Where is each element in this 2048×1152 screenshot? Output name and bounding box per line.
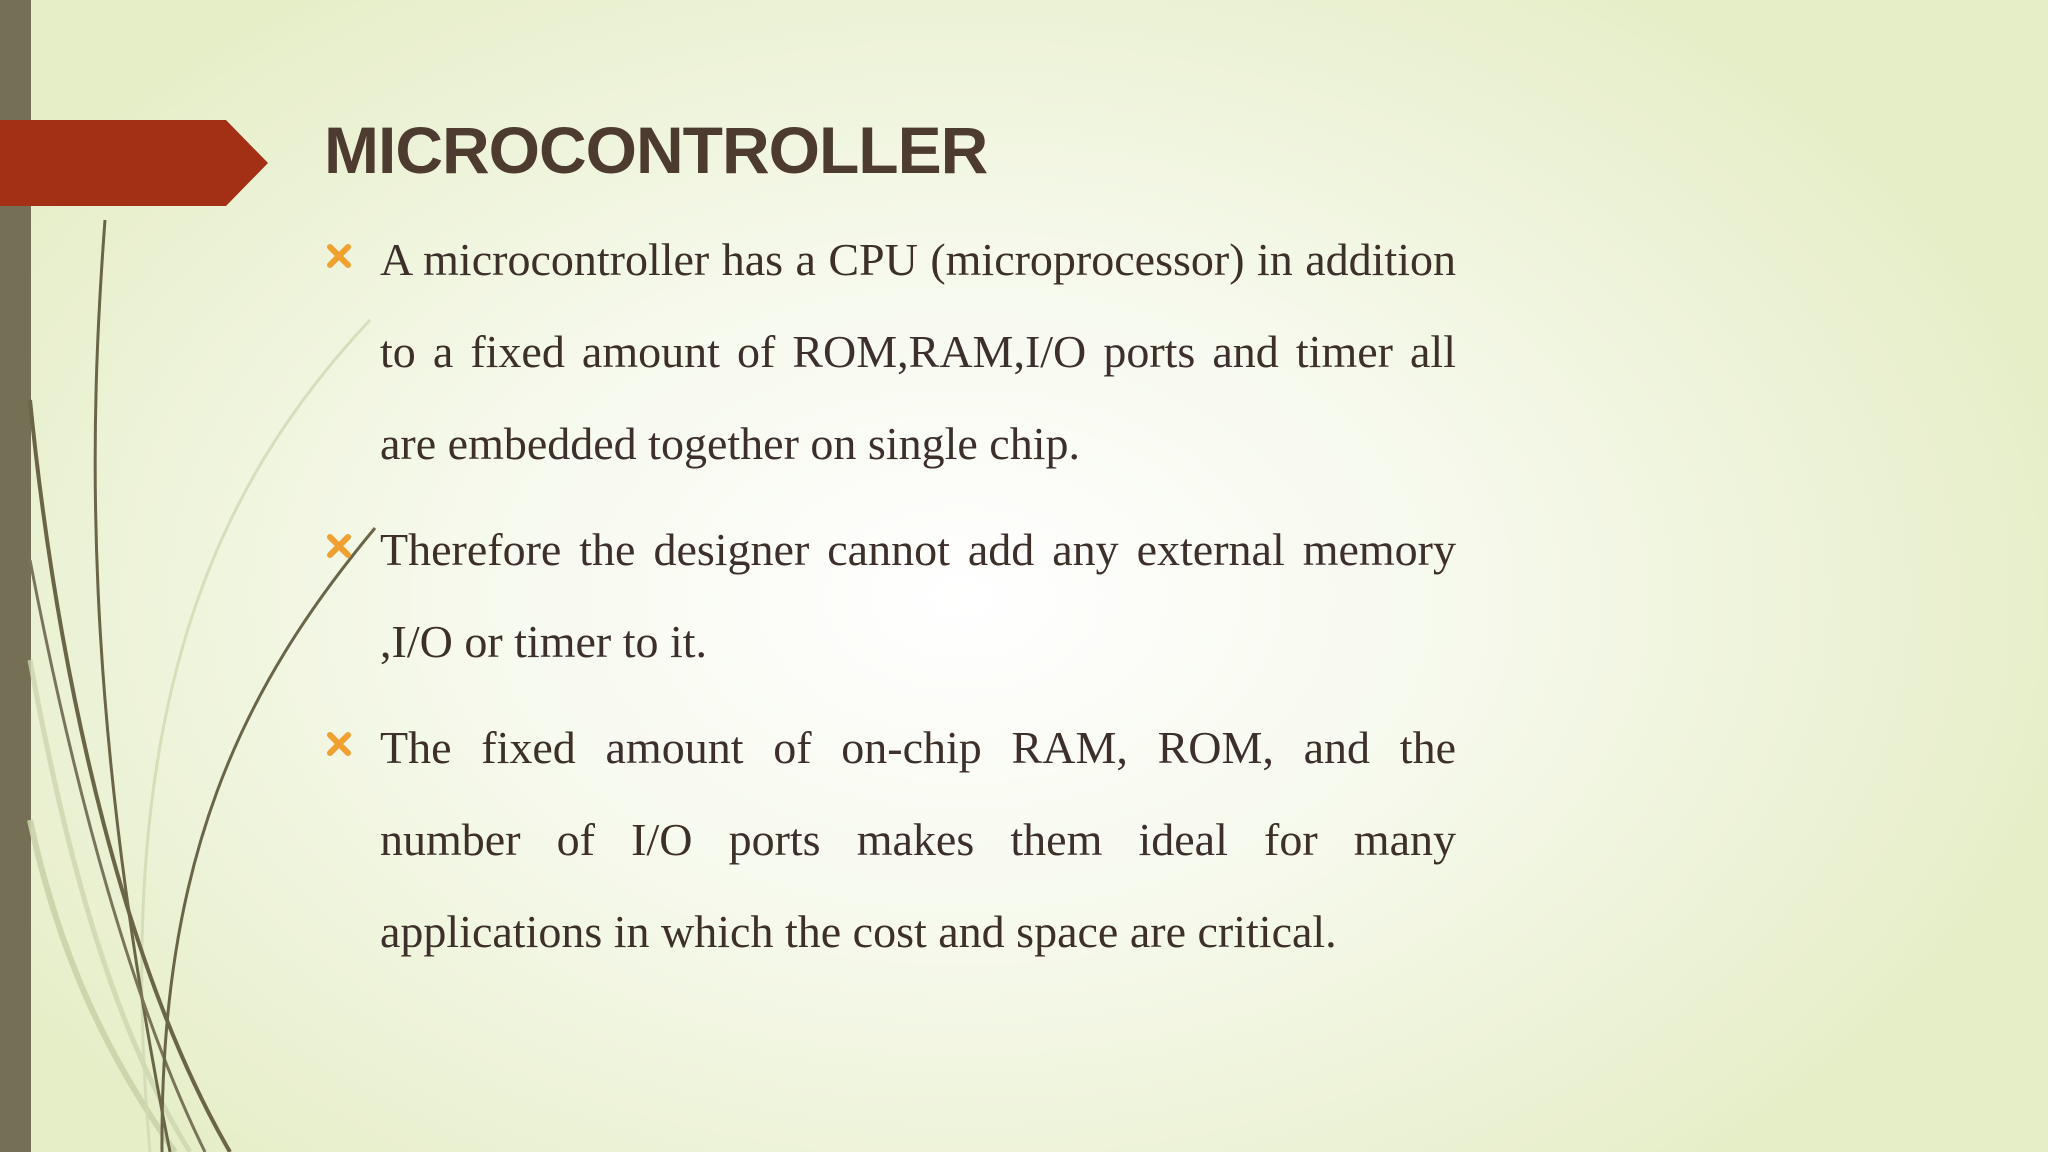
title-arrow-shape [0,120,270,206]
bullet-item [320,702,1456,978]
x-mark-icon [325,242,353,270]
bullet-list [320,214,1456,992]
bullet-text: A microcontroller has a CPU (microprocessor) in addition to a fixed amount of ROM,RAM,I/O ports and timer all are embedded together on single chip. [380,234,1456,469]
bullet-text: Therefore the designer cannot add any external memory ,I/O or timer to it. [380,524,1456,667]
bullet-text: The fixed amount of on-chip RAM, ROM, and the number of I/O ports makes them ideal for many applications in which the cost and space are critical. [380,722,1456,957]
bullet-item [320,214,1456,490]
x-mark-icon [325,532,353,560]
slide-title: MICROCONTROLLER [324,113,988,187]
x-mark-icon [325,730,353,758]
bullet-item [320,504,1456,688]
